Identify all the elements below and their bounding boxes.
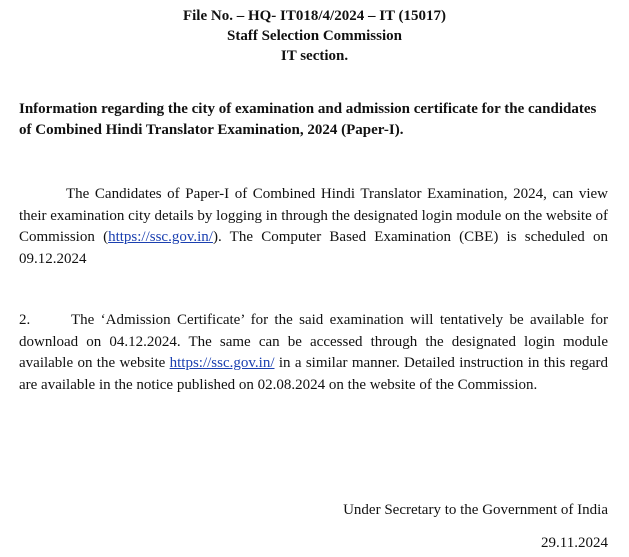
paragraph-1-text-b: ). The Computer Based Examination (CBE) is scheduled on 09.12.2024 (19, 229, 608, 267)
signatory-designation: Under Secretary to the Government of India (343, 502, 608, 518)
paragraph-number: 2. (19, 312, 31, 328)
paragraph-2 (19, 310, 608, 396)
paragraph-1 (19, 184, 608, 270)
paragraph-2-text-b: in a similar manner. Detailed instruction in this regard are available in the notice published on 02.08.2024 on the website of the Commission. (19, 355, 609, 393)
ssc-website-link-2[interactable]: https://ssc.gov.in/ (169, 355, 275, 371)
notice-date: 29.11.2024 (541, 535, 608, 551)
file-number: File No. – HQ- IT018/4/2024 – IT (15017) (182, 8, 447, 24)
ssc-website-link[interactable]: https://ssc.gov.in/ (108, 229, 213, 245)
paragraph-1-text-a: The Candidates of Paper-I of Combined Hindi Translator Examination, 2024, can view their examination city details by logging in through the designated login module on the website of Commission ( (19, 186, 608, 245)
document-header (0, 6, 629, 66)
section-name: IT section. (280, 48, 349, 64)
organization-name: Staff Selection Commission (227, 28, 402, 44)
notice-subject: Information regarding the city of examination and admission certificate for the candidates of Combined Hindi Translator Examination, 2024 (Paper-I). (19, 101, 597, 138)
paragraph-2-text-a: The ‘Admission Certificate’ for the said examination will tentatively be available for download on 04.12.2024. The same can be accessed through the designated login module available on the website (19, 312, 608, 371)
